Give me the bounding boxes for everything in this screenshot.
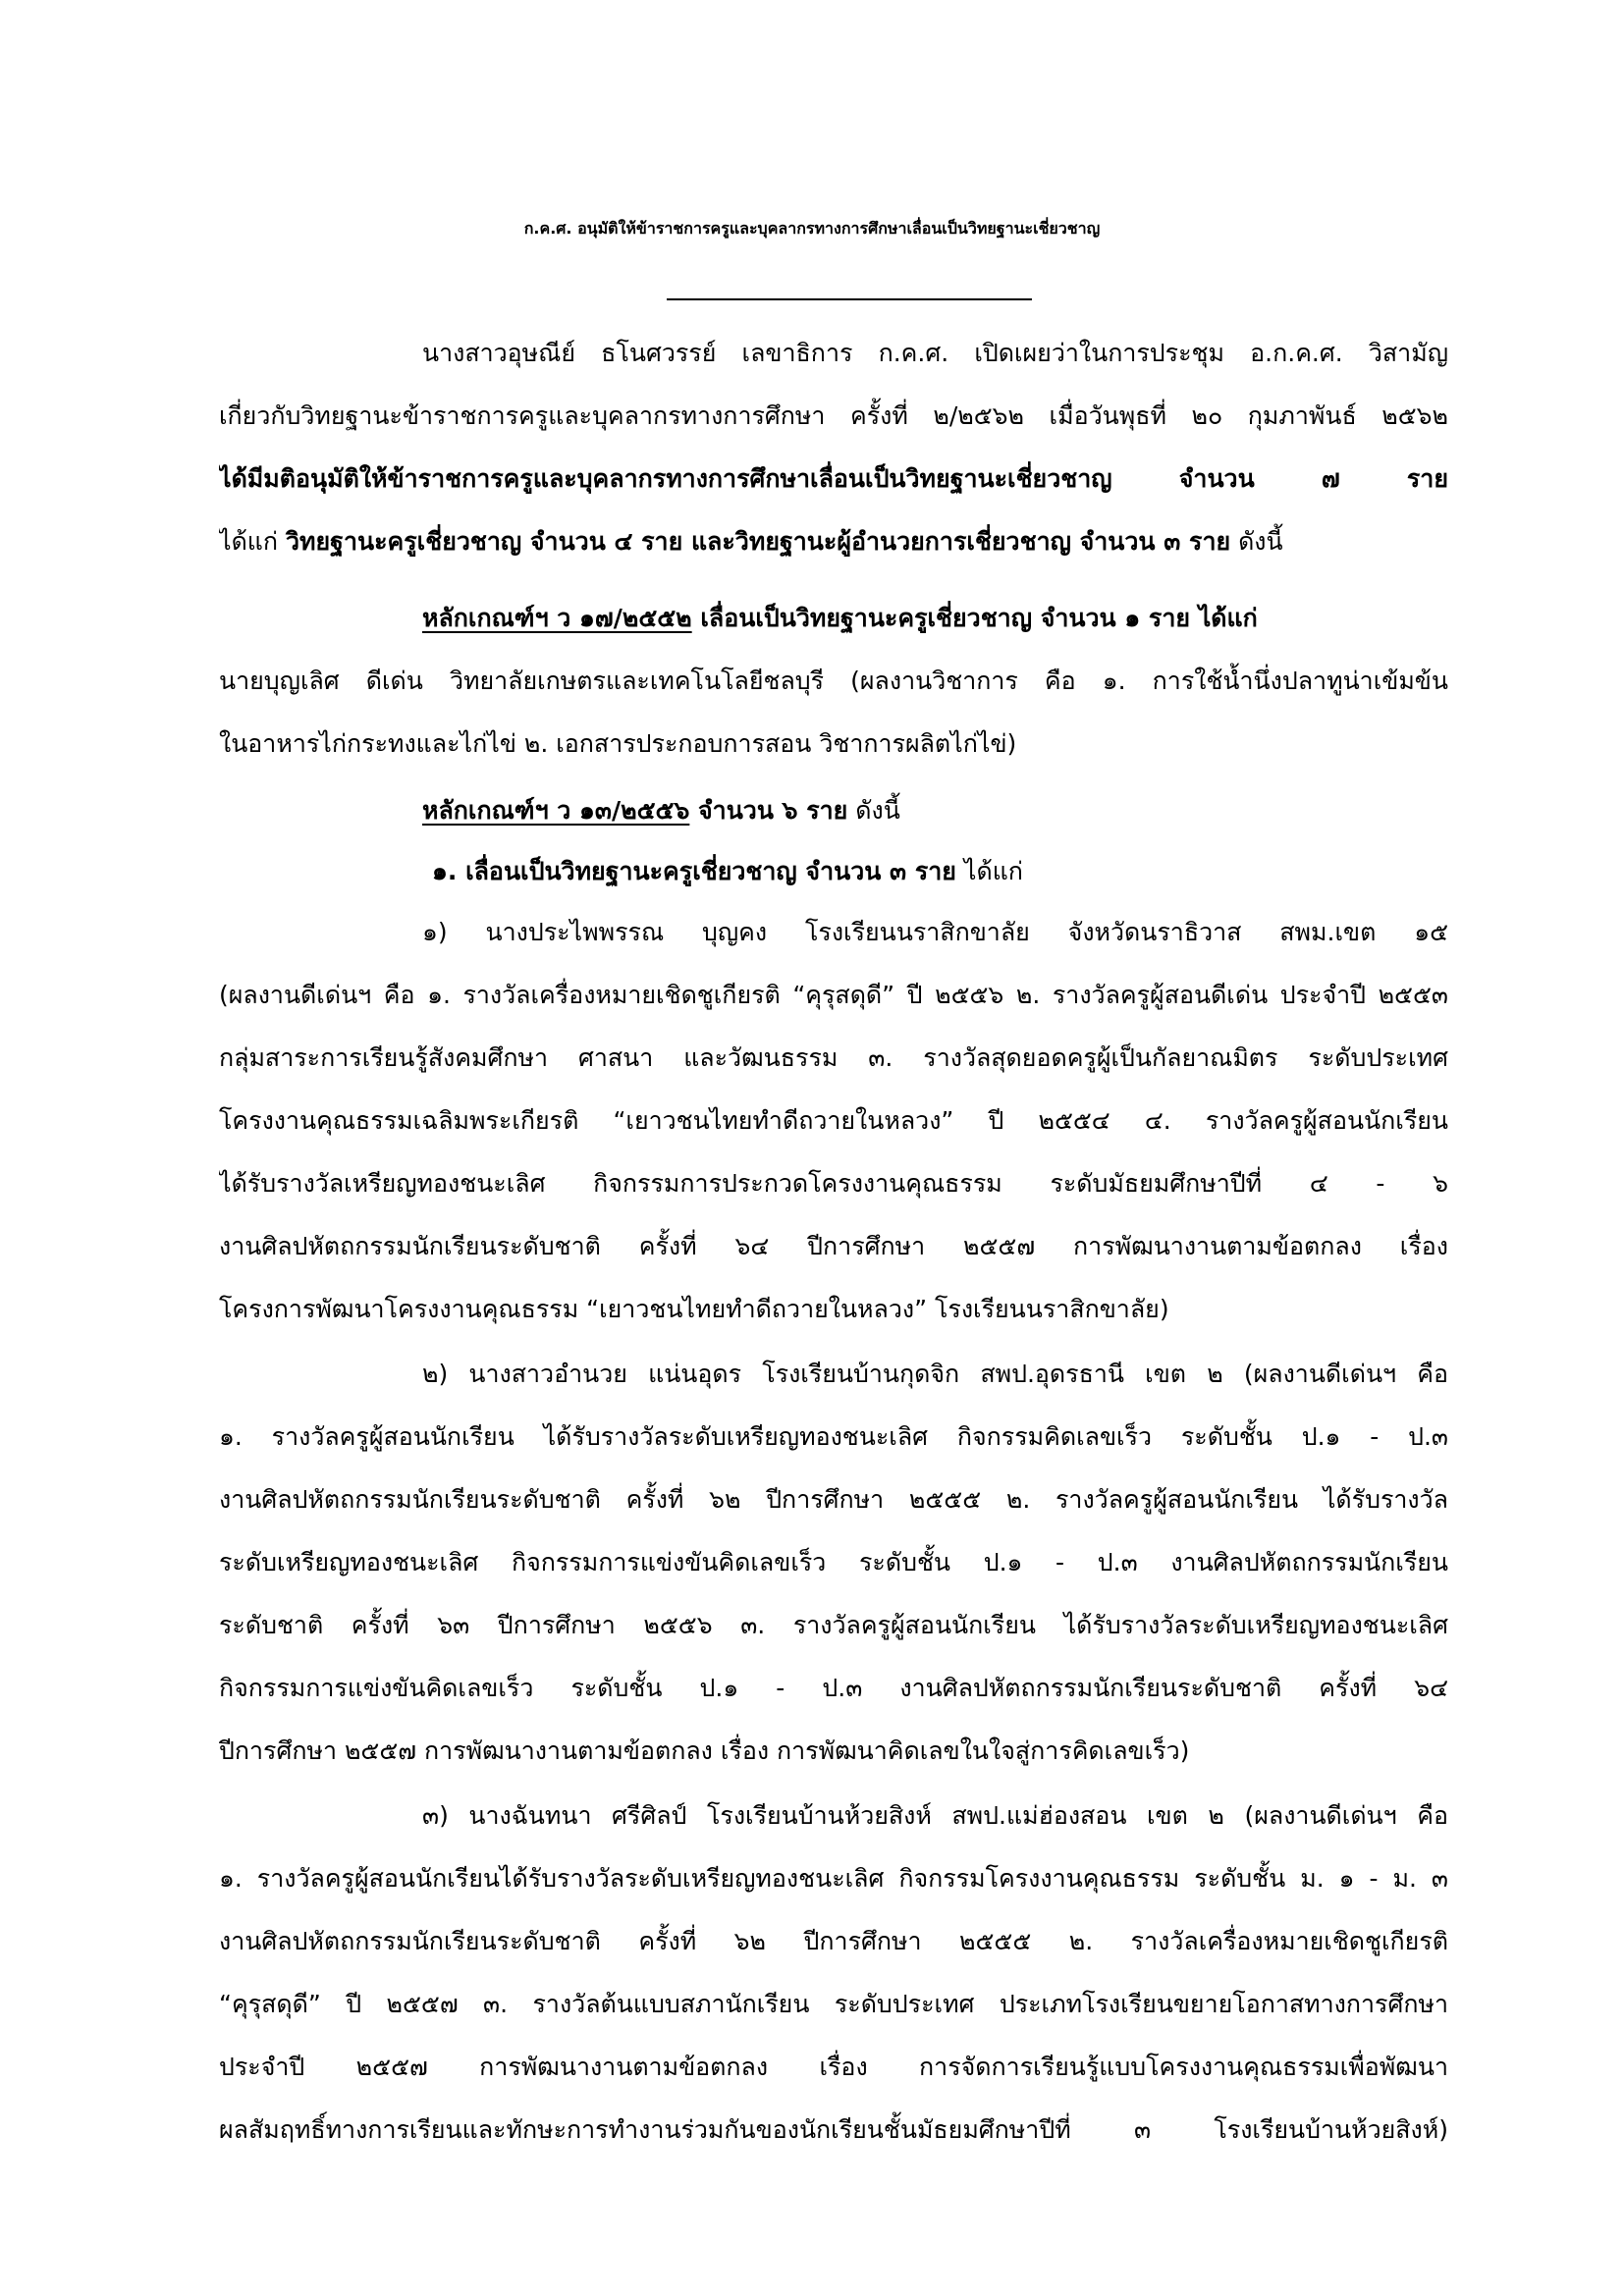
- criteria1-heading: [422, 589, 1448, 648]
- intro-line-4-bold: วิทยฐานะครูเชี่ยวชาญ จำนวน ๔ ราย และวิทยฐานะผู้อำนวยการเชี่ยวชาญ จำนวน ๓ ราย: [286, 527, 1231, 556]
- intro-line-4-suffix: ดังนี้: [1230, 527, 1283, 556]
- intro-line-1: นางสาวอุษณีย์ ธโนศวรรย์ เลขาธิการ ก.ค.ศ. เปิดเผยว่าในการประชุม อ.ก.ค.ศ. วิสามัญ: [422, 339, 1448, 367]
- person3-line-6: ผลสัมฤทธิ์ทางการเรียนและทักษะการทำงานร่วมกันของนักเรียนชั้นมัธยมศึกษาปีที่ ๓ โรงเรียนบ้านห้วยสิงห์): [219, 2115, 1448, 2144]
- person1-line-2: (ผลงานดีเด่นฯ คือ ๑. รางวัลเครื่องหมายเชิดชูเกียรติ “คุรุสดุดี” ปี ๒๕๕๖ ๒. รางวัลครูผู้สอนดีเด่น ประจำปี ๒๕๕๓: [219, 981, 1448, 1009]
- title-divider: [667, 298, 1032, 300]
- person2-line-1: ๒) นางสาวอำนวย แน่นอุดร โรงเรียนบ้านกุดจิก สพป.อุดรธานี เขต ๒ (ผลงานดีเด่นฯ คือ: [422, 1360, 1448, 1388]
- person1-line-1: ๑) นางประไพพรรณ บุญคง โรงเรียนนราสิกขาลัย จังหวัดนราธิวาส สพม.เขต ๑๕: [422, 918, 1448, 946]
- person3-line-4: “คุรุสดุดี” ปี ๒๕๕๗ ๓. รางวัลต้นแบบสภานักเรียน ระดับประเทศ ประเภทโรงเรียนขยายโอกาสทางการศึกษา: [219, 1990, 1448, 2018]
- document-title: ก.ค.ศ. อนุมัติให้ข้าราชการครูและบุคลากรทางการศึกษาเลื่อนเป็นวิทยฐานะเชี่ยวชาญ: [523, 219, 1101, 238]
- criteria2-subheading: [432, 842, 1448, 901]
- person2-line-4: ระดับเหรียญทองชนะเลิศ กิจกรรมการแข่งขันคิดเลขเร็ว ระดับชั้น ป.๑ - ป.๓ งานศิลปหัตถกรรมนักเรียน: [219, 1548, 1448, 1576]
- person2-line-2: ๑. รางวัลครูผู้สอนนักเรียน ได้รับรางวัลระดับเหรียญทองชนะเลิศ กิจกรรมคิดเลขเร็ว ระดับชั้น ป.๑ - ป.๓: [219, 1422, 1448, 1451]
- criteria1-line-3: ในอาหารไก่กระทงและไก่ไข่ ๒. เอกสารประกอบการสอน วิชาการผลิตไก่ไข่): [219, 729, 1017, 758]
- criteria1-code: หลักเกณฑ์ฯ ว ๑๗/๒๕๕๒: [422, 604, 692, 632]
- intro-line-3: ได้มีมติอนุมัติให้ข้าราชการครูและบุคลากรทางการศึกษาเลื่อนเป็นวิทยฐานะเชี่ยวชาญ จำนวน ๗ ราย: [219, 464, 1448, 493]
- criteria2-sub-suffix: ได้แก่: [955, 857, 1023, 885]
- intro-line-4: [219, 512, 1448, 571]
- person2-line-6: กิจกรรมการแข่งขันคิดเลขเร็ว ระดับชั้น ป.๑ - ป.๓ งานศิลปหัตถกรรมนักเรียนระดับชาติ ครั้งที่ ๖๔: [219, 1674, 1448, 1702]
- person1-line-7: โครงการพัฒนาโครงงานคุณธรรม “เยาวชนไทยทำดีถวายในหลวง” โรงเรียนนราสิกขาลัย): [219, 1295, 1169, 1323]
- criteria2-heading: [422, 781, 1448, 840]
- person2-line-3: งานศิลปหัตถกรรมนักเรียนระดับชาติ ครั้งที่ ๖๒ ปีการศึกษา ๒๕๕๕ ๒. รางวัลครูผู้สอนนักเรียน ได้รับรางวัล: [219, 1485, 1448, 1514]
- person2-line-5: ระดับชาติ ครั้งที่ ๖๓ ปีการศึกษา ๒๕๕๖ ๓. รางวัลครูผู้สอนนักเรียน ได้รับรางวัลระดับเหรียญทองชนะเลิศ: [219, 1611, 1448, 1639]
- criteria2-count: จำนวน ๖ ราย: [689, 796, 848, 825]
- person1-line-4: โครงงานคุณธรรมเฉลิมพระเกียรติ “เยาวชนไทยทำดีถวายในหลวง” ปี ๒๕๕๔ ๔. รางวัลครูผู้สอนนักเรียน: [219, 1106, 1448, 1135]
- person3-line-3: งานศิลปหัตถกรรมนักเรียนระดับชาติ ครั้งที่ ๖๒ ปีการศึกษา ๒๕๕๕ ๒. รางวัลเครื่องหมายเชิดชูเกียรติ: [219, 1927, 1448, 1955]
- criteria2-suffix: ดังนี้: [847, 796, 900, 825]
- intro-line-2: เกี่ยวกับวิทยฐานะข้าราชการครูและบุคลากรทางการศึกษา ครั้งที่ ๒/๒๕๖๒ เมื่อวันพุธที่ ๒๐ กุมภาพันธ์ ๒๕๖๒: [219, 401, 1448, 430]
- person1-line-5: ได้รับรางวัลเหรียญทองชนะเลิศ กิจกรรมการประกวดโครงงานคุณธรรม ระดับมัธยมศึกษาปีที่ ๔ - ๖: [219, 1169, 1448, 1198]
- person3-line-1: ๓) นางฉันทนา ศรีศิลป์ โรงเรียนบ้านห้วยสิงห์ สพป.แม่ฮ่องสอน เขต ๒ (ผลงานดีเด่นฯ คือ: [422, 1801, 1448, 1830]
- person3-line-5: ประจำปี ๒๕๕๗ การพัฒนางานตามข้อตกลง เรื่อง การจัดการเรียนรู้แบบโครงงานคุณธรรมเพื่อพัฒนา: [219, 2053, 1448, 2081]
- criteria1-desc: เลื่อนเป็นวิทยฐานะครูเชี่ยวชาญ จำนวน ๑ ราย ได้แก่: [691, 604, 1258, 632]
- person2-line-7: ปีการศึกษา ๒๕๕๗ การพัฒนางานตามข้อตกลง เรื่อง การพัฒนาคิดเลขในใจสู่การคิดเลขเร็ว): [219, 1736, 1190, 1765]
- person3-line-2: ๑. รางวัลครูผู้สอนนักเรียนได้รับรางวัลระดับเหรียญทองชนะเลิศ กิจกรรมโครงงานคุณธรรม ระดับชั้น ม. ๑ - ม. ๓: [219, 1864, 1448, 1893]
- criteria1-line-2: นายบุญเลิศ ดีเด่น วิทยาลัยเกษตรและเทคโนโลยีชลบุรี (ผลงานวิชาการ คือ ๑. การใช้น้ำนึ่งปลาทูน่าเข้มข้น: [219, 667, 1448, 695]
- criteria2-sub-bold: ๑. เลื่อนเป็นวิทยฐานะครูเชี่ยวชาญ จำนวน ๓ ราย: [432, 857, 956, 885]
- criteria2-code: หลักเกณฑ์ฯ ว ๑๓/๒๕๕๖: [422, 796, 690, 825]
- person1-line-3: กลุ่มสาระการเรียนรู้สังคมศึกษา ศาสนา และวัฒนธรรม ๓. รางวัลสุดยอดครูผู้เป็นกัลยาณมิตร ระดับประเทศ: [219, 1043, 1448, 1072]
- person1-line-6: งานศิลปหัตถกรรมนักเรียนระดับชาติ ครั้งที่ ๖๔ ปีการศึกษา ๒๕๕๗ การพัฒนางานตามข้อตกลง เรื่อง: [219, 1232, 1448, 1260]
- intro-line-4-prefix: ได้แก่: [219, 527, 287, 556]
